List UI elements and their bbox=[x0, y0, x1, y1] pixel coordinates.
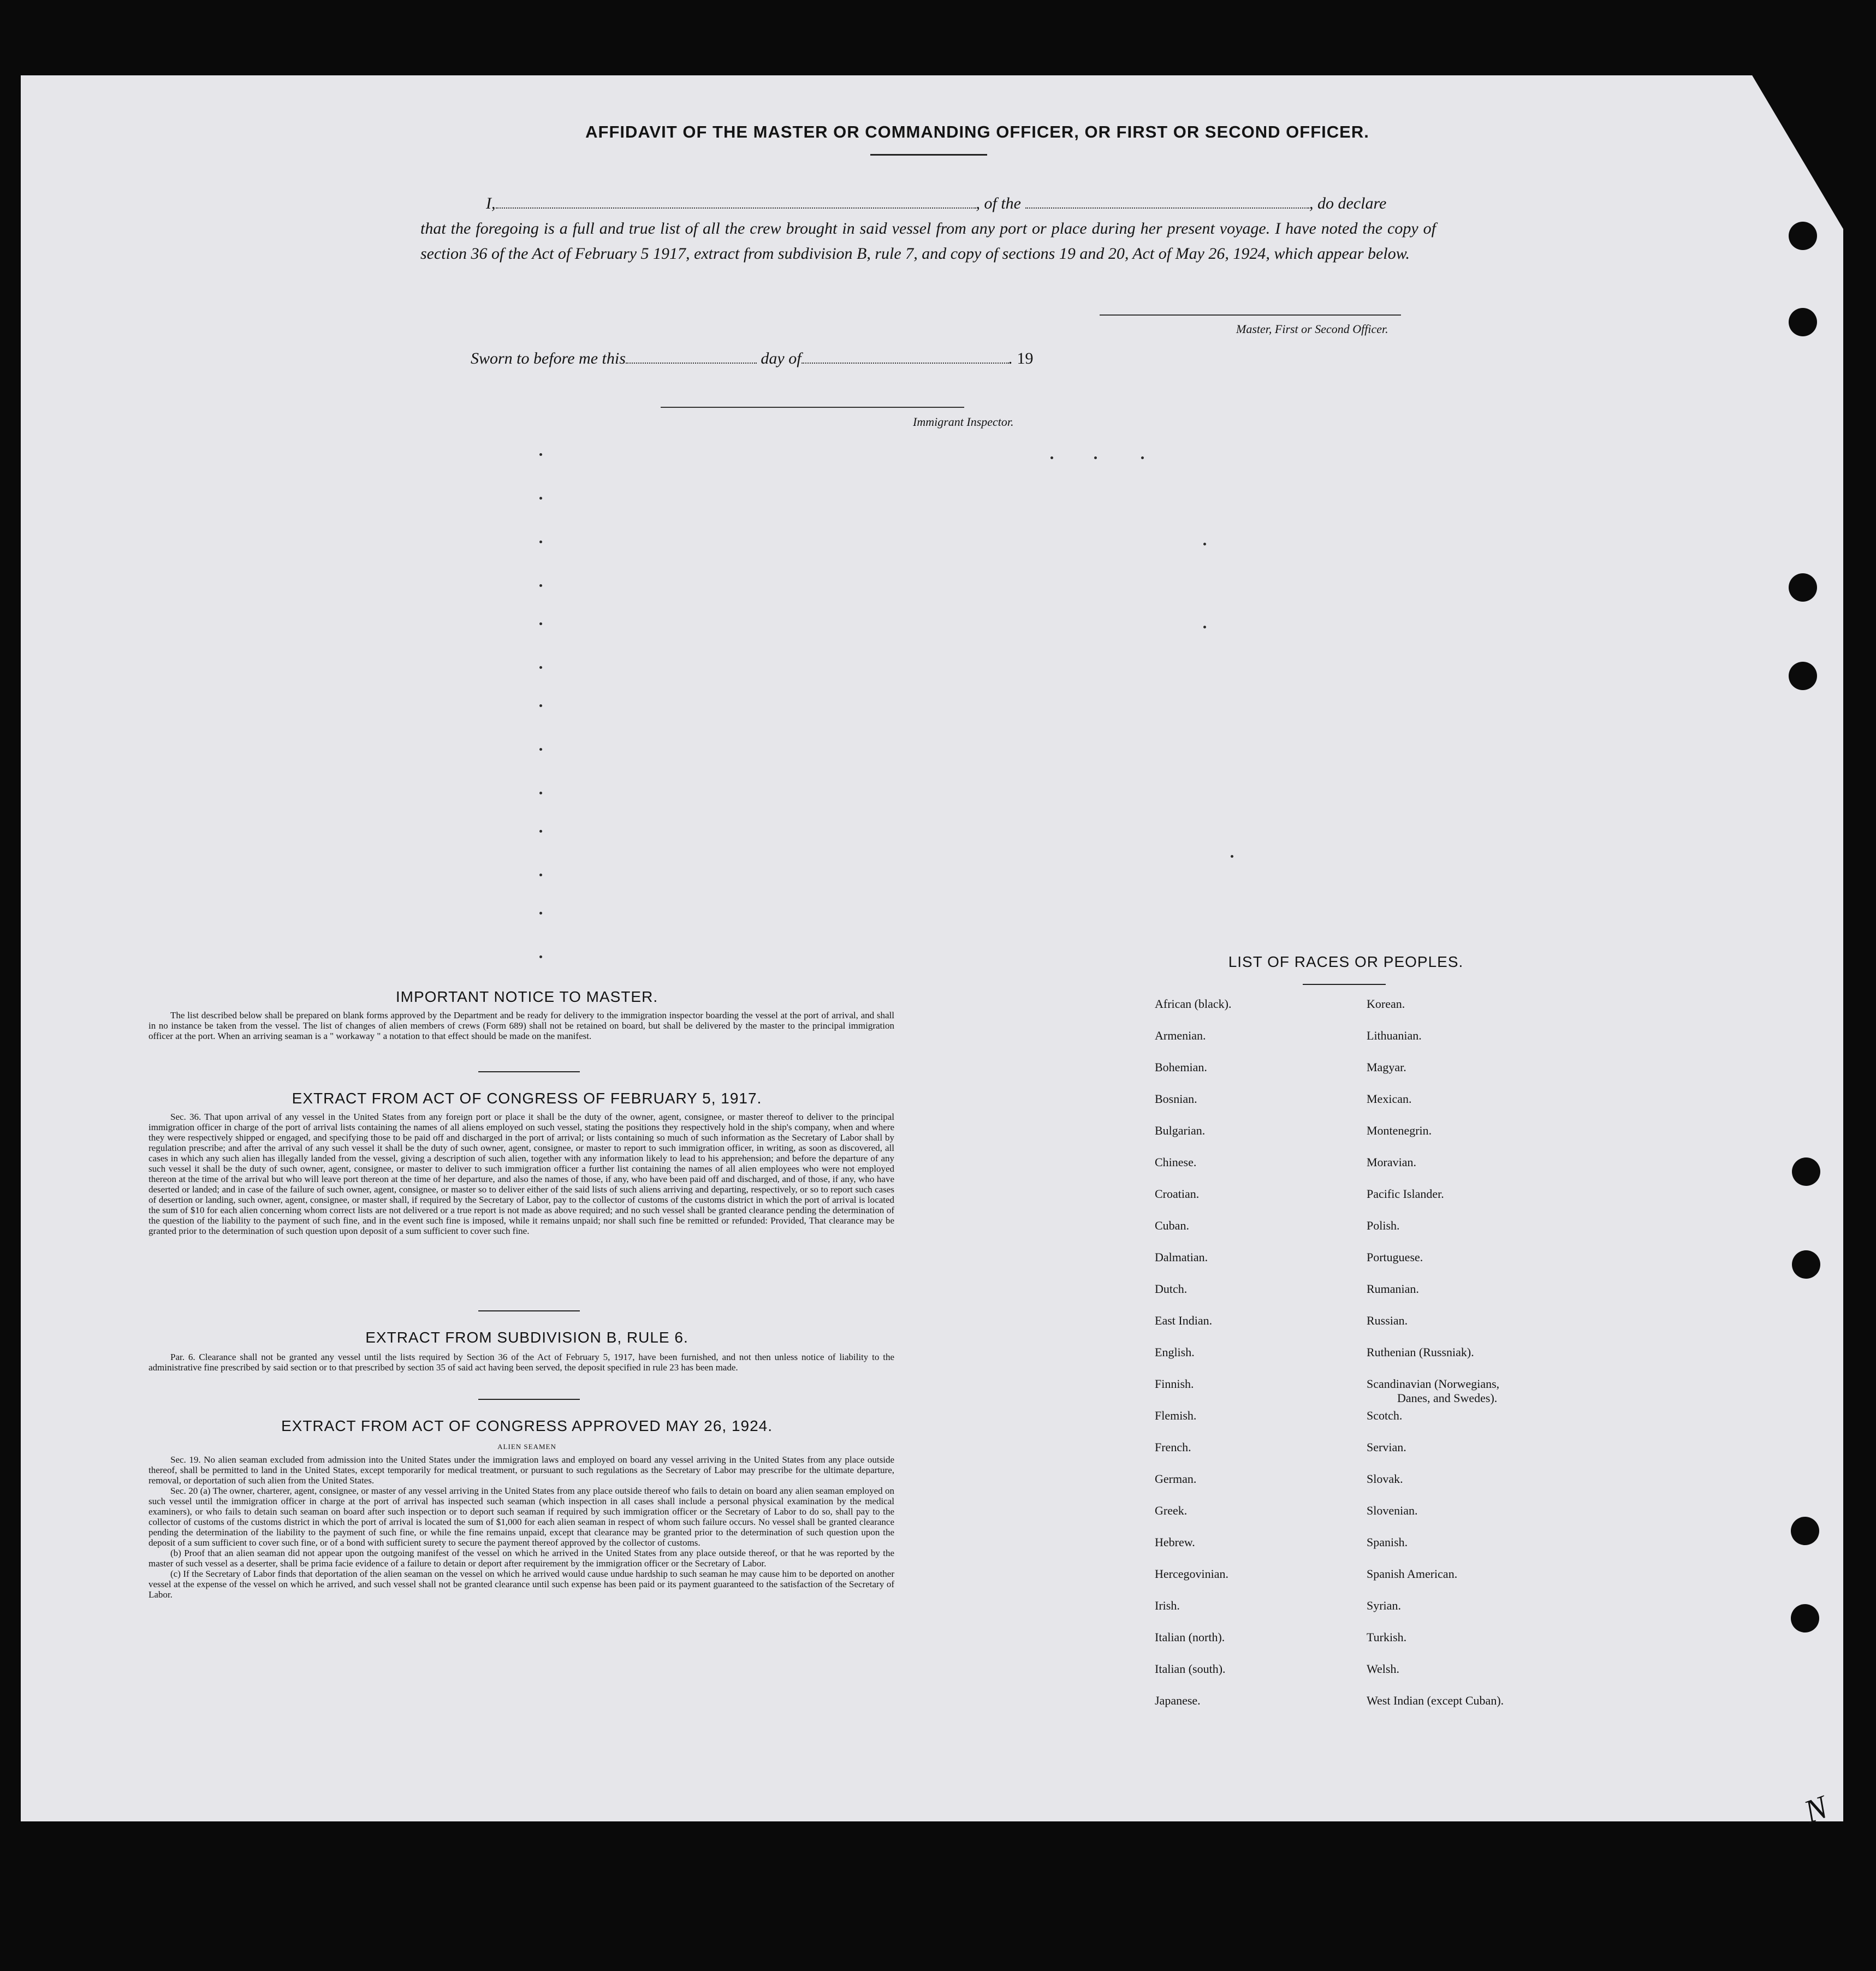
race-item: Cuban. bbox=[1155, 1219, 1189, 1232]
name-blank[interactable] bbox=[496, 193, 976, 209]
race-item: Korean. bbox=[1367, 997, 1405, 1011]
alien-seamen-subtitle: ALIEN SEAMEN bbox=[497, 1442, 556, 1451]
notice-title: IMPORTANT NOTICE TO MASTER. bbox=[395, 988, 658, 1005]
race-item: Bulgarian. bbox=[1155, 1124, 1206, 1137]
binder-hole bbox=[1789, 308, 1817, 336]
race-item: Polish. bbox=[1367, 1219, 1400, 1232]
extract-1924-title: EXTRACT FROM ACT OF CONGRESS APPROVED MAY 26, 1924. bbox=[281, 1417, 773, 1434]
race-item: African (black). bbox=[1155, 997, 1232, 1011]
race-item: Dutch. bbox=[1155, 1282, 1188, 1296]
races-underline bbox=[1303, 984, 1386, 985]
race-item: Chinese. bbox=[1155, 1155, 1197, 1169]
speck bbox=[539, 584, 542, 587]
speck bbox=[539, 541, 542, 543]
race-item: West Indian (except Cuban). bbox=[1367, 1694, 1504, 1707]
divider bbox=[478, 1071, 580, 1072]
speck bbox=[539, 453, 542, 456]
sec-20b-paragraph: (b) Proof that an alien seaman did not appear upon the outgoing manifest of the vessel on which he arrived in the United States from any place outside thereof, or that he was reported by the master of such vessel as a deserter, shall be prima facie evidence of a failure to detain or deport after requirement by the immigration officer or the Secretary of Labor. bbox=[149, 1548, 894, 1569]
master-signature-line[interactable] bbox=[1100, 314, 1401, 316]
race-item: Scandinavian (Norwegians, bbox=[1367, 1377, 1500, 1391]
binder-hole bbox=[1792, 1157, 1820, 1186]
title-underline bbox=[870, 154, 987, 156]
extract-1917-title: EXTRACT FROM ACT OF CONGRESS OF FEBRUARY 5, 1917. bbox=[292, 1090, 762, 1107]
notice-paragraph: The list described below shall be prepared on blank forms approved by the Department and be ready for delivery to the immigration inspector boarding the vessel at the port of arrival, and shall in no instance be taken from the vessel. The list of changes of alien members of crews (Form 689) shall not be retained on board, but shall be delivered by the master to the principal immigration officer at the port. When an arriving seaman is a " workaway " a notation to that effect should be made on the manifest. bbox=[149, 1010, 894, 1041]
race-item: Finnish. bbox=[1155, 1377, 1194, 1391]
race-item: Bohemian. bbox=[1155, 1060, 1207, 1074]
race-item: Turkish. bbox=[1367, 1630, 1407, 1644]
race-item: French. bbox=[1155, 1440, 1191, 1454]
affidavit-title: AFFIDAVIT OF THE MASTER OR COMMANDING OFFICER, OR FIRST OR SECOND OFFICER. bbox=[585, 122, 1369, 141]
speck bbox=[539, 792, 542, 794]
race-item: Greek. bbox=[1155, 1504, 1188, 1517]
race-item: Scotch. bbox=[1367, 1409, 1403, 1422]
sworn-year: 19 bbox=[1017, 349, 1034, 367]
speck bbox=[1141, 456, 1144, 459]
binder-hole bbox=[1789, 573, 1817, 602]
binder-hole bbox=[1789, 222, 1817, 250]
month-blank[interactable] bbox=[802, 349, 1009, 364]
extract-1924-body bbox=[149, 1454, 894, 1600]
race-item: Syrian. bbox=[1367, 1599, 1401, 1612]
decl-do-declare: , do declare bbox=[1309, 194, 1387, 212]
race-item: Croatian. bbox=[1155, 1187, 1200, 1201]
decl-i: I, bbox=[486, 194, 496, 212]
races-title: LIST OF RACES OR PEOPLES. bbox=[1228, 953, 1464, 970]
par-6-paragraph: Par. 6. Clearance shall not be granted any vessel until the lists required by Section 36 of the Act of February 5, 1917, have been furnished, and not then unless notice of liability to the administrative fine prescribed by said section or to that prescribed by section 35 of said act having been served, the deposit specified in rule 23 has been made. bbox=[149, 1352, 894, 1373]
inspector-label: Immigrant Inspector. bbox=[913, 415, 1014, 429]
speck bbox=[539, 830, 542, 833]
race-item: Spanish American. bbox=[1367, 1567, 1458, 1581]
race-item: Armenian. bbox=[1155, 1029, 1206, 1042]
race-item: Pacific Islander. bbox=[1367, 1187, 1444, 1201]
race-item: Montenegrin. bbox=[1367, 1124, 1432, 1137]
speck bbox=[539, 912, 542, 915]
race-item: Flemish. bbox=[1155, 1409, 1197, 1422]
inspector-signature-line[interactable] bbox=[661, 407, 964, 408]
race-item: Spanish. bbox=[1367, 1535, 1408, 1549]
race-item: Bosnian. bbox=[1155, 1092, 1197, 1106]
race-item: Magyar. bbox=[1367, 1060, 1406, 1074]
race-item: Slovenian. bbox=[1367, 1504, 1418, 1517]
speck bbox=[539, 622, 542, 625]
race-item: Portuguese. bbox=[1367, 1250, 1423, 1264]
race-item: Italian (north). bbox=[1155, 1630, 1225, 1644]
divider bbox=[478, 1310, 580, 1311]
speck bbox=[539, 666, 542, 669]
sec-20a-paragraph: Sec. 20 (a) The owner, charterer, agent, consignee, or master of any vessel arriving in the United States from any place outside thereof who fails to detain on board any alien seaman employed on such vessel until the immigration officer in charge at the port of arrival has inspected such seaman (which inspection in all cases shall include a personal physical examination by the medical examiners), or who fails to detain such seaman on board after such inspection or to deport such seaman if required by such immigration officer or the Secretary of Labor to do so, shall pay to the collector of customs of the customs district in which the port of arrival is located the sum of $1,000 for each alien seaman in respect of whom such failure occurs. No vessel shall be granted clearance pending the determination of the liability to the payment of such fine, or while the fine remains unpaid, except that clearance may be granted prior to the determination of such question upon the deposit of a sum sufficient to cover such fine, or of a bond with sufficient surety to secure the payment thereof approved by the collector of customs. bbox=[149, 1486, 894, 1548]
race-item: Welsh. bbox=[1367, 1662, 1399, 1676]
sworn-day-of: day of bbox=[761, 349, 802, 367]
section-36-paragraph: Sec. 36. That upon arrival of any vessel in the United States from any foreign port or place it shall be the duty of the owner, agent, consignee, or master thereof to deliver to the principal immigration officer in charge of the port of arrival lists containing the names of all aliens employed on such vessel, stating the positions they respectively hold in the ship's company, when and where they were respectively shipped or engaged, and specifying those to be paid off and discharged in the port of arrival; or lists containing so much of such information as the Secretary of Labor shall by regulation prescribe; and after the arrival of any such vessel it shall be the duty of such owner, agent, consignee, or master to report to such immigration officer, in writing, as soon as discovered, all cases in which any such alien has illegally landed from the vessel, giving a description of such alien, together with any information likely to lead to his apprehension; and before the departure of any such vessel it shall be the duty of such owner, agent, consignee, or master to deliver to such immigration officer a further list containing the names of all alien employees who were not employed thereon at the time of the arrival but who will leave port thereon at the time of her departure, and also the names of those, if any, who have been paid off and discharged, and of those, if any, who have deserted or landed; and in case of the failure of such owner, agent, consignee, or master so to deliver either of the said lists of such aliens arriving and departing, respectively, or so to report such cases of desertion or landing, such owner, agent, consignee, or master shall, if required by the Secretary of Labor, pay to the collector of customs of the customs district in which the port of arrival is located the sum of $10 for each alien concerning whom correct lists are not delivered or a true report is not made as above required; and no such vessel shall be granted clearance pending the determination of the question of the liability to the payment of such fine, and in the event such fine is imposed, while it remains unpaid; nor shall such fine be remitted or refunded: Provided, That clearance may be granted prior to the determination of such question upon deposit of a sum sufficient to cover such fine. bbox=[149, 1112, 894, 1236]
race-item: Hercegovinian. bbox=[1155, 1567, 1228, 1581]
race-item: Servian. bbox=[1367, 1440, 1406, 1454]
notice-body bbox=[149, 1010, 894, 1041]
rule-6-title: EXTRACT FROM SUBDIVISION B, RULE 6. bbox=[365, 1329, 688, 1346]
handwritten-mark: N bbox=[1799, 1789, 1832, 1830]
speck bbox=[1050, 456, 1053, 459]
race-item: Rumanian. bbox=[1367, 1282, 1419, 1296]
speck bbox=[1203, 626, 1206, 628]
race-item: Slovak. bbox=[1367, 1472, 1403, 1486]
race-item: Japanese. bbox=[1155, 1694, 1201, 1707]
binder-hole bbox=[1789, 662, 1817, 690]
speck bbox=[539, 955, 542, 958]
race-item: Russian. bbox=[1367, 1314, 1408, 1327]
race-item: Ruthenian (Russniak). bbox=[1367, 1345, 1474, 1359]
race-item: Irish. bbox=[1155, 1599, 1180, 1612]
speck bbox=[539, 704, 542, 707]
binder-hole bbox=[1791, 1604, 1819, 1632]
day-blank[interactable] bbox=[626, 349, 757, 364]
decl-of-the: , of the bbox=[976, 194, 1021, 212]
rule-6-body bbox=[149, 1352, 894, 1373]
speck bbox=[539, 874, 542, 876]
speck bbox=[539, 748, 542, 751]
sworn-line: Sworn to before me this day of . 19 bbox=[471, 349, 1034, 367]
race-item: German. bbox=[1155, 1472, 1197, 1486]
divider bbox=[478, 1399, 580, 1400]
speck bbox=[1094, 456, 1097, 459]
race-item: Danes, and Swedes). bbox=[1397, 1391, 1498, 1405]
binder-hole bbox=[1791, 1517, 1819, 1545]
sec-19-paragraph: Sec. 19. No alien seaman excluded from admission into the United States under the immigration laws and employed on board any vessel arriving in the United States from any place outside thereof, shall be permitted to land in the United States, except temporarily for medical treatment, or pursuant to such regulations as the Secretary of Labor may prescribe for the ultimate departure, removal, or deportation of such alien from the United States. bbox=[149, 1454, 894, 1486]
race-item: English. bbox=[1155, 1345, 1195, 1359]
race-item: Italian (south). bbox=[1155, 1662, 1226, 1676]
vessel-blank[interactable] bbox=[1025, 193, 1309, 209]
speck bbox=[1203, 543, 1206, 545]
extract-1917-body bbox=[149, 1112, 894, 1236]
binder-hole bbox=[1792, 1250, 1820, 1279]
race-item: Dalmatian. bbox=[1155, 1250, 1208, 1264]
race-item: Moravian. bbox=[1367, 1155, 1417, 1169]
race-item: Hebrew. bbox=[1155, 1535, 1195, 1549]
sworn-prefix: Sworn to before me this bbox=[471, 349, 626, 367]
race-item: Mexican. bbox=[1367, 1092, 1412, 1106]
declaration-text bbox=[420, 191, 1436, 266]
sec-20c-paragraph: (c) If the Secretary of Labor finds that deportation of the alien seaman on the vessel on which he arrived would cause undue hardship to such seaman he may cause him to be deported on another vessel at the expense of the vessel on which he arrived, and such vessel shall not be granted clearance until such expense has been paid or its payment guaranteed to the satisfaction of the Secretary of Labor. bbox=[149, 1569, 894, 1600]
decl-body: that the foregoing is a full and true list of all the crew brought in said vessel from any port or place during her present voyage. I have noted the copy of section 36 of the Act of February 5 1917, extract from subdivision B, rule 7, and copy of sections 19 and 20, Act of May 26, 1924, which appear below. bbox=[420, 219, 1436, 263]
master-label: Master, First or Second Officer. bbox=[1236, 322, 1388, 336]
race-item: East Indian. bbox=[1155, 1314, 1213, 1327]
race-item: Lithuanian. bbox=[1367, 1029, 1422, 1042]
speck bbox=[539, 497, 542, 500]
speck bbox=[1231, 855, 1233, 858]
